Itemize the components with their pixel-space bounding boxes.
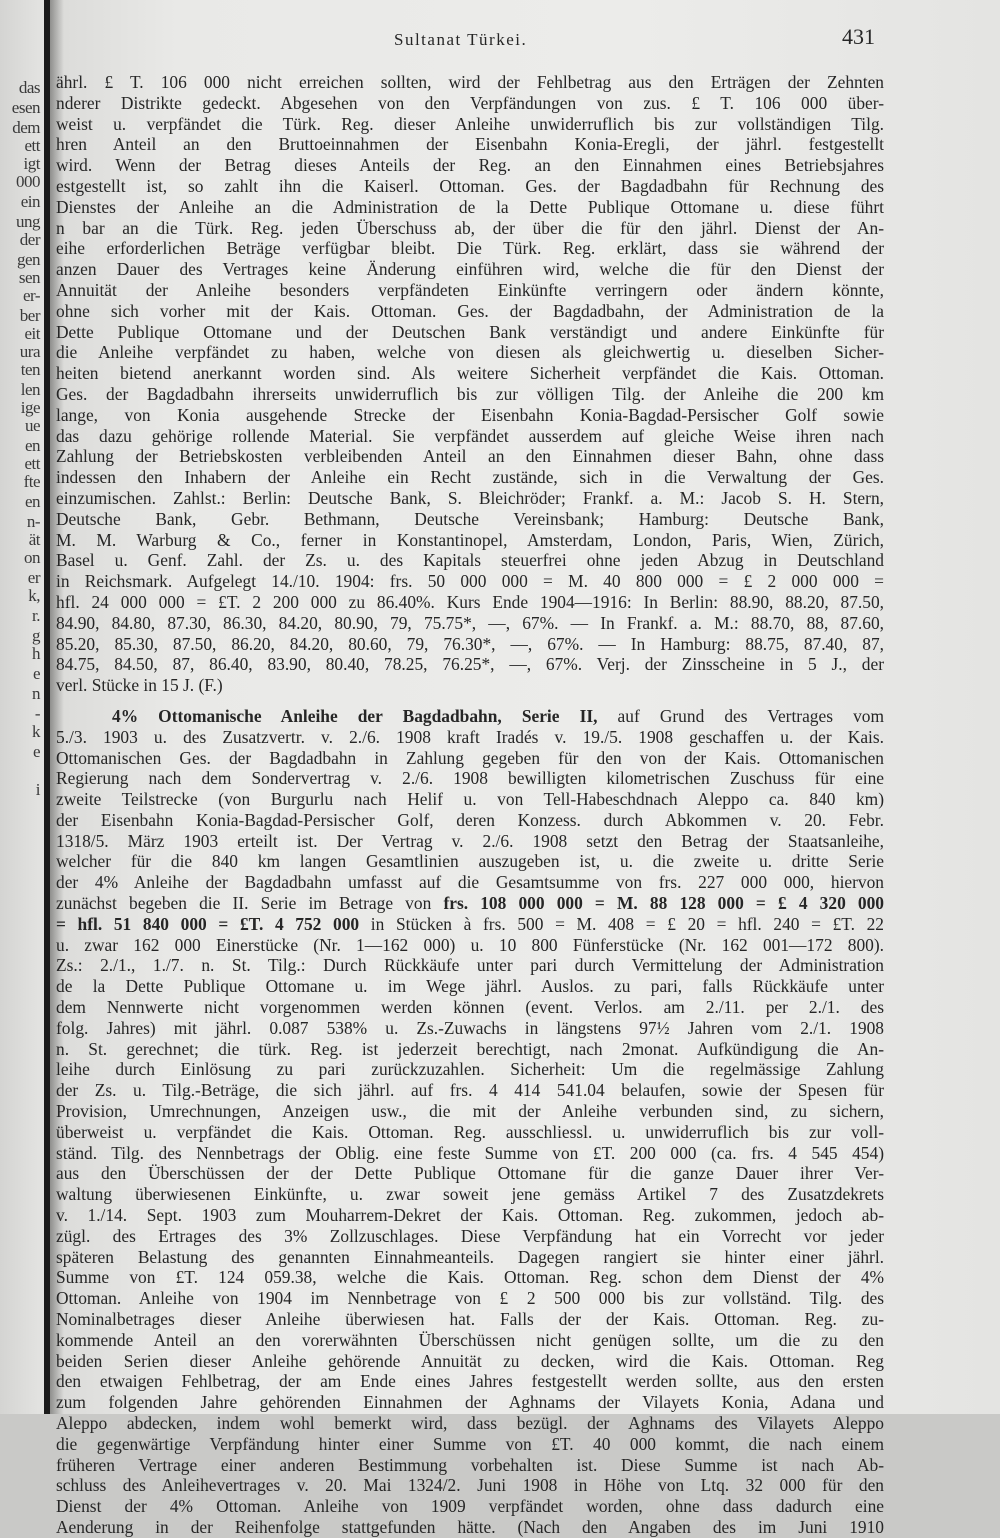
text-line: in Reichsmark. Aufgelegt 14./10. 1904: frs. 50 000 000 = M. 40 800 000 = £ 2 000 000 = xyxy=(56,571,884,592)
text-line: 85.20, 85.30, 87.50, 86.20, 84.20, 80.60, 79, 76.30*, —, 67%. — In Hamburg: 88.75, 87.40, 87, xyxy=(56,633,884,654)
text-line: Ottoman. Anleihe von 1904 im Nennbetrage von £ 2 500 000 bis zur vollständ. Tilg. des xyxy=(56,1288,884,1309)
text-line: heiten bietend anerkannt worden sind. Als weitere Sicherheit verpfändet die Kais. Ottoman. xyxy=(56,363,884,384)
text-line: n. St. gerechnet; die türk. Reg. ist jederzeit berechtigt, nach 2monat. Aufkündigung die An- xyxy=(56,1038,884,1059)
text-line: folg. Jahres) mit jährl. 0.087 538% u. Zs.-Zuwachs in längstens 97½ Jahren vom 2./1. 1908 xyxy=(56,1017,884,1038)
text-line: kommende Anteil an den vorerwähnten Überschüssen nicht genügen sollte, um die zu den xyxy=(56,1329,884,1350)
text-line: ohne sich vorher mit der Kais. Ottoman. Ges. der Bagdadbahn, der Administration de la xyxy=(56,300,884,321)
previous-page-fragment: ber xyxy=(19,306,40,325)
text-line: Summe von £T. 124 059.38, welche die Kais. Ottoman. Reg. schon dem Dienst der 4% xyxy=(56,1267,884,1288)
text-line: zügl. des Ertrages des 3% Zollzuschlages. Diese Verpfändung hat ein Vorrecht vor jeder xyxy=(56,1225,884,1246)
bold-amount-line-a xyxy=(56,893,884,914)
paragraph-continued xyxy=(56,72,884,696)
previous-page-fragment: n- xyxy=(26,512,40,531)
previous-page-fragment: e xyxy=(32,664,40,683)
previous-page-fragment: dem xyxy=(12,118,40,137)
previous-page-fragment: e xyxy=(32,742,40,761)
previous-page-fragment: en xyxy=(24,492,40,511)
previous-page-fragment: len xyxy=(20,380,40,399)
previous-page-fragment: gen xyxy=(16,250,40,269)
text-line: hfl. 24 000 000 = £T. 2 200 000 zu 86.40%. Kurs Ende 1904—1916: In Berlin: 88.90, 88.20, 87.50, xyxy=(56,591,884,612)
section-heading: 4% Ottomanische Anleihe der Bagdadbahn, Serie II, xyxy=(112,705,598,726)
previous-page-fragment: h xyxy=(32,644,40,663)
text-line: einzumischen. Zahlst.: Berlin: Deutsche Bank, S. Bleichröder; Frankf. a. M.: Jacob S. H. Stern, xyxy=(56,487,884,508)
text-line: v. 1./14. Sept. 1903 zum Mouharrem-Dekret der Kais. Ottoman. Reg. zukommen, jedoch ab- xyxy=(56,1205,884,1226)
section-heading-rest: auf Grund des Vertrages vom xyxy=(597,705,884,726)
text-line: dem Nennwerte nicht vorgenommen werden können (event. Verlos. am 2./11. per 2./1. des xyxy=(56,997,884,1018)
bold-line-a-amount: frs. 108 000 000 = M. 88 128 000 = £ 4 320 000 xyxy=(443,893,884,914)
section-lines xyxy=(56,727,884,893)
text-line: Ottomanischen Ges. der Bagdadbahn in Zahlung gegeben für den von der Kais. Ottomanischen xyxy=(56,747,884,768)
text-line: wird. Wenn der Betrag dieses Anteils der Reg. an den Einnahmen eines Betriebsjahres xyxy=(56,155,884,176)
text-line: beiden Serien dieser Anleihe gehörende Annuität zu decken, wird die Kais. Ottoman. Reg xyxy=(56,1350,884,1371)
previous-page-fragment: ung xyxy=(16,212,40,231)
bold-line-a-pre: zunächst begeben die II. Serie im Betrage von xyxy=(56,893,444,914)
text-line: nderer Distrikte gedeckt. Abgesehen von den Verpfändungen von zus. £ T. 106 000 über- xyxy=(56,92,884,113)
previous-page-fragment: on xyxy=(24,548,40,567)
text-line: anzen Dauer des Vertrages keine Änderung einführen wird, welche die für den Dienst der xyxy=(56,259,884,280)
text-line: der Eisenbahn Konia-Bagdad-Persischer Golf, deren Konzess. durch Abkommen v. 20. Febr. xyxy=(56,809,884,830)
text-line: verl. Stücke in 15 J. (F.) xyxy=(56,675,223,696)
previous-page-fragment: eit xyxy=(24,324,40,343)
section-first-line xyxy=(56,706,884,727)
bold-line-b-post: in Stücken à frs. 500 = M. 408 = £ 20 = hfl. 240 = £T. 22 xyxy=(359,913,884,934)
text-line: ährl. £ T. 106 000 nicht erreichen sollten, wird der Fehlbetrag aus den Erträgen der Zehnten xyxy=(56,72,884,92)
text-line: 84.75, 84.50, 87, 86.40, 83.90, 80.40, 78.25, 76.25*, —, 67%. Verj. der Zinsscheine in 5 J., der xyxy=(56,654,884,675)
text-line: u. zwar 162 000 Einerstücke (Nr. 1—162 000) u. 10 800 Fünferstücke (Nr. 162 001—172 800). xyxy=(56,934,884,955)
body-text xyxy=(56,72,884,1538)
previous-page-fragment: das xyxy=(18,78,40,97)
text-line: Dienst der 4% Ottoman. Anleihe von 1909 verpfändet worden, ohne dass dadurch eine xyxy=(56,1496,884,1517)
previous-page-fragment: g xyxy=(32,626,40,645)
previous-page-fragment: r. xyxy=(32,606,40,625)
previous-page-fragment: er- xyxy=(22,286,40,305)
text-line: Annuität der Anleihe besonders verpfändeten Einkünfte verringern oder ändern könnte, xyxy=(56,279,884,300)
previous-page-fragment: ein xyxy=(20,192,40,211)
text-line: zum folgenden Jahre gehörenden Einnahmen der Aghnams der Vilayets Konia, Adana und xyxy=(56,1392,884,1413)
text-line: Zs.: 2./1., 1./7. n. St. Tilg.: Durch Rückkäufe unter pari durch Vermittelung der Administration xyxy=(56,955,884,976)
bold-amount-line-b xyxy=(56,914,884,935)
previous-page-fragment: ät xyxy=(28,530,40,549)
text-line: n bar an die Türk. Reg. jeden Überschuss ab, der über die für den jährl. Dienst der An- xyxy=(56,217,884,238)
text-line: früheren Vertrage einer anderen Bestimmung vorbehalten ist. Diese Summe ist nach Ab- xyxy=(56,1454,884,1475)
text-line: weist u. verpfändet die Türk. Reg. dieser Anleihe unwiderruflich bis zur vollständigen Tilg. xyxy=(56,113,884,134)
text-line: Aenderung in der Reihenfolge stattgefunden hätte. (Nach den Angaben des im Juni 1910 xyxy=(56,1516,884,1537)
previous-page-fragment: sen xyxy=(18,268,40,287)
text-line: de la Dette Publique Ottomane u. im Wege jährl. Auslos. zu pari, falls Rückkäufe unter xyxy=(56,976,884,997)
previous-page-fragment: ett xyxy=(24,454,40,473)
text-line: Aleppo abdecken, indem wohl bemerkt wird, dass bezügl. der Aghnams des Vilayets Aleppo xyxy=(56,1413,884,1433)
text-line: Provision, Umrechnungen, Anzeigen usw., die mit der Anleihe verbunden sind, zu sichern, xyxy=(56,1101,884,1122)
previous-page-fragment: esen xyxy=(11,98,40,117)
running-head: Sultanat Türkei. xyxy=(394,30,528,49)
text-line: schluss des Anleihevertrages v. 20. Mai 1324/2. Juni 1908 in Höhe von Ltq. 32 000 für den xyxy=(56,1475,884,1496)
text-line: Zahlung der Betriebskosten verbleibenden Anteil an den Einnahmen dieser Bahn, ohne dass xyxy=(56,446,884,467)
previous-page-fragment: en xyxy=(24,436,40,455)
bold-line-b-amount: = hfl. 51 840 000 = £T. 4 752 000 xyxy=(56,913,360,934)
previous-page-fragment: ue xyxy=(24,416,40,435)
text-line: hren Anteil an den Bruttoeinnahmen der Eisenbahn Konia-Eregli, der jährl. festgestellt xyxy=(56,134,884,155)
text-line: die gegenwärtige Verpfändung hinter einer Summe von £T. 40 000 kommt, die nach einem xyxy=(56,1433,884,1454)
page-number: 431 xyxy=(842,24,875,49)
text-line: welcher für die 840 km langen Gesamtlinien auszugeben ist, u. die zweite u. dritte Serie xyxy=(56,851,884,872)
text-line: der Zs. u. Tilg.-Beträge, die sich jährl. auf frs. 4 414 541.04 belaufen, sowie der Spesen für xyxy=(56,1080,884,1101)
text-line: 1318/5. März 1903 erteilt ist. Der Vertrag v. 2./6. 1908 setzt den Betrag der Staatsanleihe, xyxy=(56,830,884,851)
text-line: M. M. Warburg & Co., ferner in Konstantinopel, Amsterdam, London, Paris, Wien, Zürich, xyxy=(56,529,884,550)
text-line: Dienstes der Anleihe an die Administration de la Dette Publique Ottomane u. diese führt xyxy=(56,196,884,217)
text-line: eihe erforderlichen Beträge verfügbar bleibt. Die Türk. Reg. erklärt, dass sie während der xyxy=(56,238,884,259)
previous-page-fragment: igt xyxy=(23,154,40,173)
text-line: ständ. Tilg. des Nennbetrags der Oblig. eine feste Summe von £T. 200 000 (ca. frs. 4 545 454) xyxy=(56,1142,884,1163)
text-line: 84.90, 84.80, 87.30, 86.30, 84.20, 80.90, 79, 75.75*, —, 67%. — In Frankf. a. M.: 88.70, 88, 87.60, xyxy=(56,612,884,633)
previous-page-fragment: i xyxy=(35,780,40,799)
text-line: die Anleihe verpfändet zu haben, welche von diesen als gleichwertig u. dieselben Sicher- xyxy=(56,342,884,363)
text-line: Nominalbetrages dieser Anleihe überwiesen hat. Falls der der Kais. Ottoman. Reg. zu- xyxy=(56,1309,884,1330)
text-line: Ges. der Bagdadbahn ihrerseits unwiderruflich bis zur völligen Tilg. der Anleihe die 200 km xyxy=(56,383,884,404)
previous-page-fragment: ett xyxy=(24,136,40,155)
previous-page-fragment: ten xyxy=(20,360,40,379)
text-line: Deutsche Bank, Gebr. Bethmann, Deutsche Vereinsbank; Hamburg: Deutsche Bank, xyxy=(56,508,884,529)
text-line: estgestellt ist, so zahlt ihn die Kaiserl. Ottoman. Ges. der Bagdadbahn für Rechnung des xyxy=(56,175,884,196)
section-lines-continued xyxy=(56,935,884,1538)
text-line: Regierung nach dem Sondervertrag v. 2./6. 1908 bewilligten kilometrischen Zuschuss für eine xyxy=(56,768,884,789)
previous-page-margin xyxy=(0,0,44,1414)
text-line: der 4% Anleihe der Bagdadbahn umfasst auf die Gesamtsumme von frs. 227 000 000, hiervon xyxy=(56,872,884,893)
previous-page-fragment: er xyxy=(27,568,40,587)
text-line: späteren Belastung des genannten Einnahmeanteils. Dagegen rangiert sie hinter einer jährl. xyxy=(56,1246,884,1267)
previous-page-fragment: 000 xyxy=(16,172,40,191)
previous-page-fragment: ige xyxy=(20,398,40,417)
text-line: 5./3. 1903 u. des Zusatzvertr. v. 2./6. 1908 kraft Iradés v. 19./5. 1908 geschaffen u. der Kais. xyxy=(56,726,884,747)
paragraph-serie-ii xyxy=(56,706,884,1538)
text-line: den etwaigen Fehlbetrag, der am Ende eines Jahres festgestellt werden sollte, aus den ersten xyxy=(56,1371,884,1392)
text-line: leihe durch Einlösung zu pari zurückzuzahlen. Sicherheit: Um die regelmässige Zahlung xyxy=(56,1059,884,1080)
text-line: Dette Publique Ottomane und der Deutschen Bank verständigt und andere Einkünfte für xyxy=(56,321,884,342)
previous-page-fragment: k, xyxy=(28,586,40,605)
text-line: überweist u. verpfändet die Kais. Ottoman. Reg. ausschliessl. u. unwiderruflich bis zur voll- xyxy=(56,1121,884,1142)
text-line: Basel u. Genf. Zahl. der Zs. u. des Kapitals steuerfrei ohne jeden Abzug in Deutschland xyxy=(56,550,884,571)
text-line: aus den Überschüssen der der Dette Publique Ottomane für die ganze Dauer ihrer Ver- xyxy=(56,1163,884,1184)
previous-page-fragment: ura xyxy=(19,342,40,361)
text-line: das dazu gehörige rollende Material. Sie verpfändet ausserdem auf gleiche Weise ihren nach xyxy=(56,425,884,446)
previous-page-fragment: n xyxy=(32,684,40,703)
text-line: lange, von Konia ausgehende Strecke der Eisenbahn Konia-Bagdad-Persischer Golf sowie xyxy=(56,404,884,425)
text-line: indessen den Inhabern der Anleihe ein Recht zustände, sich in die Verwaltung der Ges. xyxy=(56,467,884,488)
previous-page-fragment: k xyxy=(32,722,40,741)
text-line: zweite Teilstrecke (von Burgurlu nach Helif u. von Tell-Habeschdnach Aleppo ca. 840 km) xyxy=(56,789,884,810)
book-page xyxy=(56,0,1000,1537)
previous-page-fragment: der xyxy=(19,230,40,249)
previous-page-fragment: fte xyxy=(23,472,40,491)
previous-page-fragment: - xyxy=(34,704,40,723)
text-line: waltung überwiesenen Einkünfte, u. zwar soweit jene gemäss Artikel 7 des Zusatzdekrets xyxy=(56,1184,884,1205)
